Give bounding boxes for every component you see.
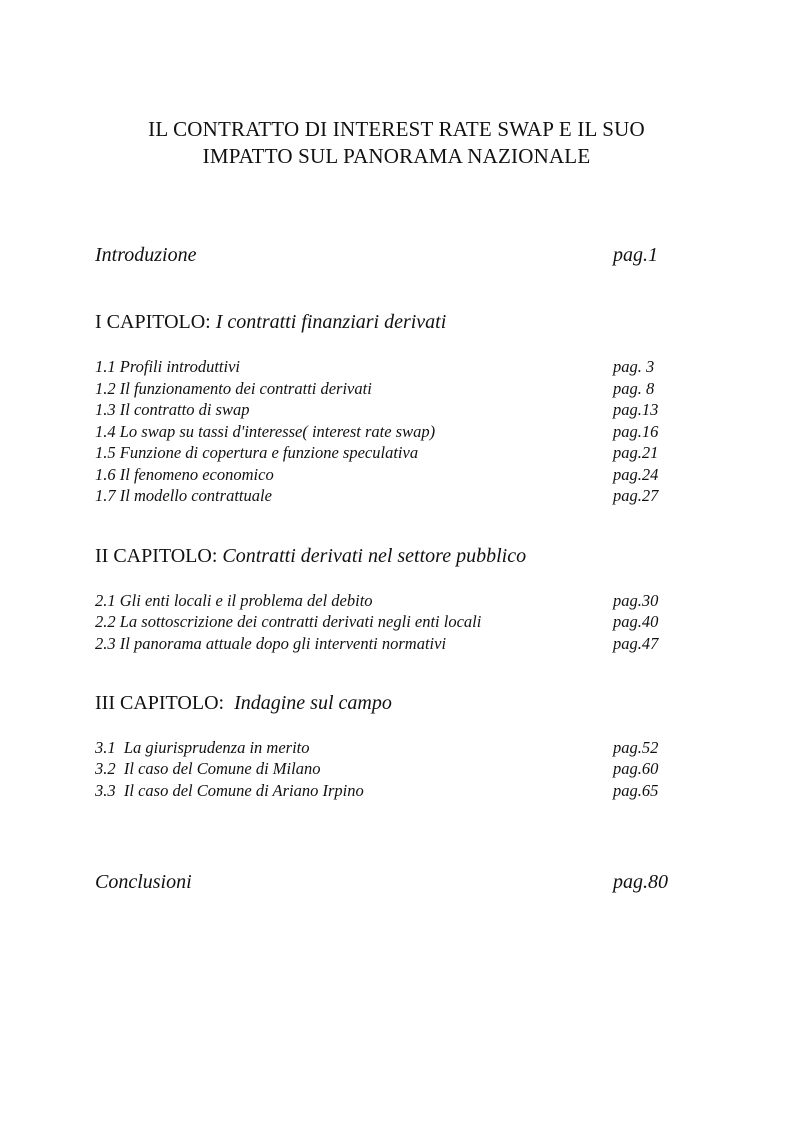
toc-entry-1-6 [95,465,670,485]
toc-entry-1-7 [95,486,670,506]
chapter-number: II CAPITOLO: [95,545,223,567]
toc-entry-page: pag. 3 [613,357,655,376]
toc-entry-page: pag.30 [613,591,659,610]
toc-entry-label: 1.6 Il fenomeno economico [95,465,274,484]
toc-entry-page: pag.24 [613,465,659,484]
toc-entry-label: Conclusioni [95,871,192,893]
toc-entry-label: 3.2 Il caso del Comune di Milano [95,759,321,778]
toc-entry-label: 1.7 Il modello contrattuale [95,486,272,505]
chapter-heading-3 [95,691,392,715]
toc-entry-1-4 [95,422,670,442]
document-title [0,116,793,170]
toc-entry-1-5 [95,443,670,463]
chapter-number: I CAPITOLO: [95,311,216,333]
title-line-2: IMPATTO SUL PANORAMA NAZIONALE [202,144,591,168]
toc-entry-1-2 [95,379,670,399]
toc-entry-label: 1.2 Il funzionamento dei contratti derivati [95,379,372,398]
toc-entry-label: 1.3 Il contratto di swap [95,400,250,419]
toc-entry-label: 1.5 Funzione di copertura e funzione speculativa [95,443,419,462]
toc-entry-label: 3.1 La giurisprudenza in merito [95,738,310,757]
toc-entry-label: 2.2 La sottoscrizione dei contratti derivati negli enti locali [95,612,482,631]
chapter-title: Indagine sul campo [234,692,392,714]
chapter-title: I contratti finanziari derivati [215,311,447,333]
toc-entry-1-3 [95,400,670,420]
toc-entry-page: pag.60 [613,759,659,778]
toc-entry-label: Introduzione [95,244,197,266]
toc-entry-1-1 [95,357,670,377]
toc-entry-3-3 [95,781,670,801]
toc-entry-label: 2.3 Il panorama attuale dopo gli interventi normativi [95,634,447,653]
toc-entry-label: 2.1 Gli enti locali e il problema del debito [95,591,373,610]
toc-entry-page: pag.16 [613,422,659,441]
toc-entry-label: 1.1 Profili introduttivi [95,357,240,376]
toc-entry-page: pag.1 [613,244,658,266]
toc-entry-3-2 [95,759,670,779]
toc-entry-page: pag.47 [613,634,659,653]
chapter-title: Contratti derivati nel settore pubblico [222,545,527,567]
chapter-heading-1 [95,310,446,334]
toc-entry-page: pag.13 [613,400,659,419]
toc-entry-page: pag. 8 [613,379,655,398]
toc-entry-2-1 [95,591,670,611]
toc-entry-page: pag.21 [613,443,659,462]
toc-entry-3-1 [95,738,670,758]
title-line-1: IL CONTRATTO DI INTEREST RATE SWAP E IL SUO [148,117,645,141]
toc-entry-label: 1.4 Lo swap su tassi d'interesse( interest rate swap) [95,422,436,441]
toc-entry-page: pag.52 [613,738,659,757]
toc-entry-page: pag.40 [613,612,659,631]
toc-entry-label: 3.3 Il caso del Comune di Ariano Irpino [95,781,364,800]
chapter-heading-2 [95,544,526,568]
toc-entry-conclusioni [95,870,670,894]
chapter-number: III CAPITOLO: [95,692,235,714]
toc-entry-introduzione [95,243,670,267]
toc-entry-page: pag.65 [613,781,659,800]
toc-entry-2-3 [95,634,670,654]
toc-entry-page: pag.80 [613,871,668,893]
toc-entry-2-2 [95,612,670,632]
toc-entry-page: pag.27 [613,486,659,505]
